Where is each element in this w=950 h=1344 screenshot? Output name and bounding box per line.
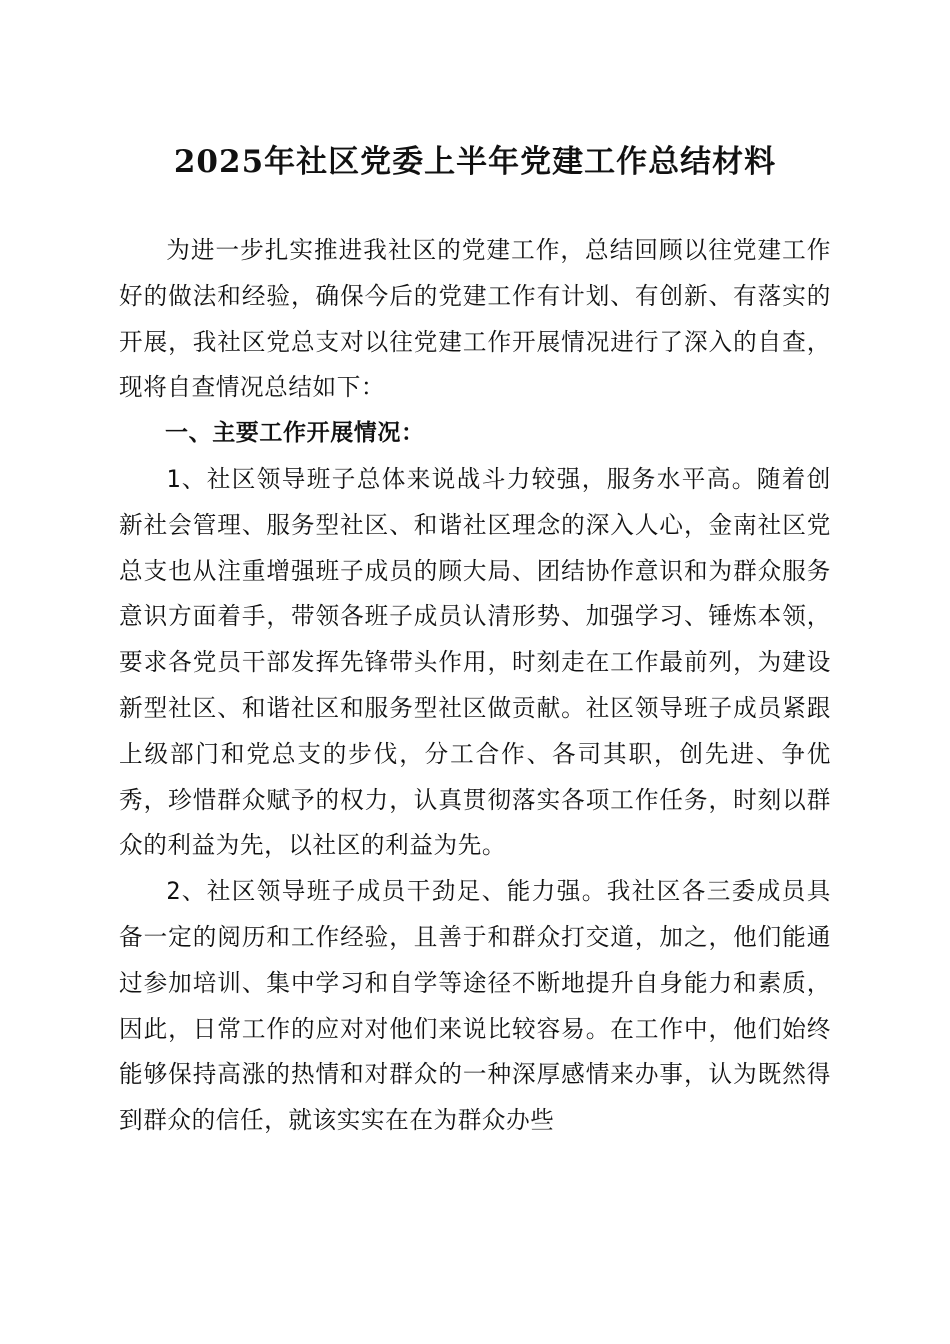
document-title: 2025年社区党委上半年党建工作总结材料 <box>173 144 777 180</box>
intro-paragraph: 为进一步扎实推进我社区的党建工作，总结回顾以往党建工作好的做法和经验，确保今后的党建工作有计划、有创新、有落实的开展，我社区党总支对以往党建工作开展情况进行了深入的自查，现将自查情况总结如下： <box>119 236 831 402</box>
section-heading: 一、主要工作开展情况： <box>165 420 425 447</box>
paragraph-leadership-capability: 2、社区领导班子成员干劲足、能力强。我社区各三委成员具备一定的阅历和工作经验，且善于和群众打交道，加之，他们能通过参加培训、集中学习和自学等途径不断地提升自身能力和素质，因此，日常工作的应对对他们来说比较容易。在工作中，他们始终能够保持高涨的热情和对群众的一种深厚感情来办事，认为既然得到群众的信任，就该实实在在为群众办些 <box>119 877 831 1135</box>
paragraph-leadership-strength: 1、社区领导班子总体来说战斗力较强，服务水平高。随着创新社会管理、服务型社区、和谐社区理念的深入人心，金南社区党总支也从注重增强班子成员的顾大局、团结协作意识和为群众服务意识方面着手，带领各班子成员认清形势、加强学习、锤炼本领，要求各党员干部发挥先锋带头作用，时刻走在工作最前列，为建设新型社区、和谐社区和服务型社区做贡献。社区领导班子成员紧跟上级部门和党总支的步伐，分工合作、各司其职，创先进、争优秀，珍惜群众赋予的权力，认真贯彻落实各项工作任务，时刻以群众的利益为先，以社区的利益为先。 <box>119 464 831 860</box>
document-body <box>119 228 831 1144</box>
